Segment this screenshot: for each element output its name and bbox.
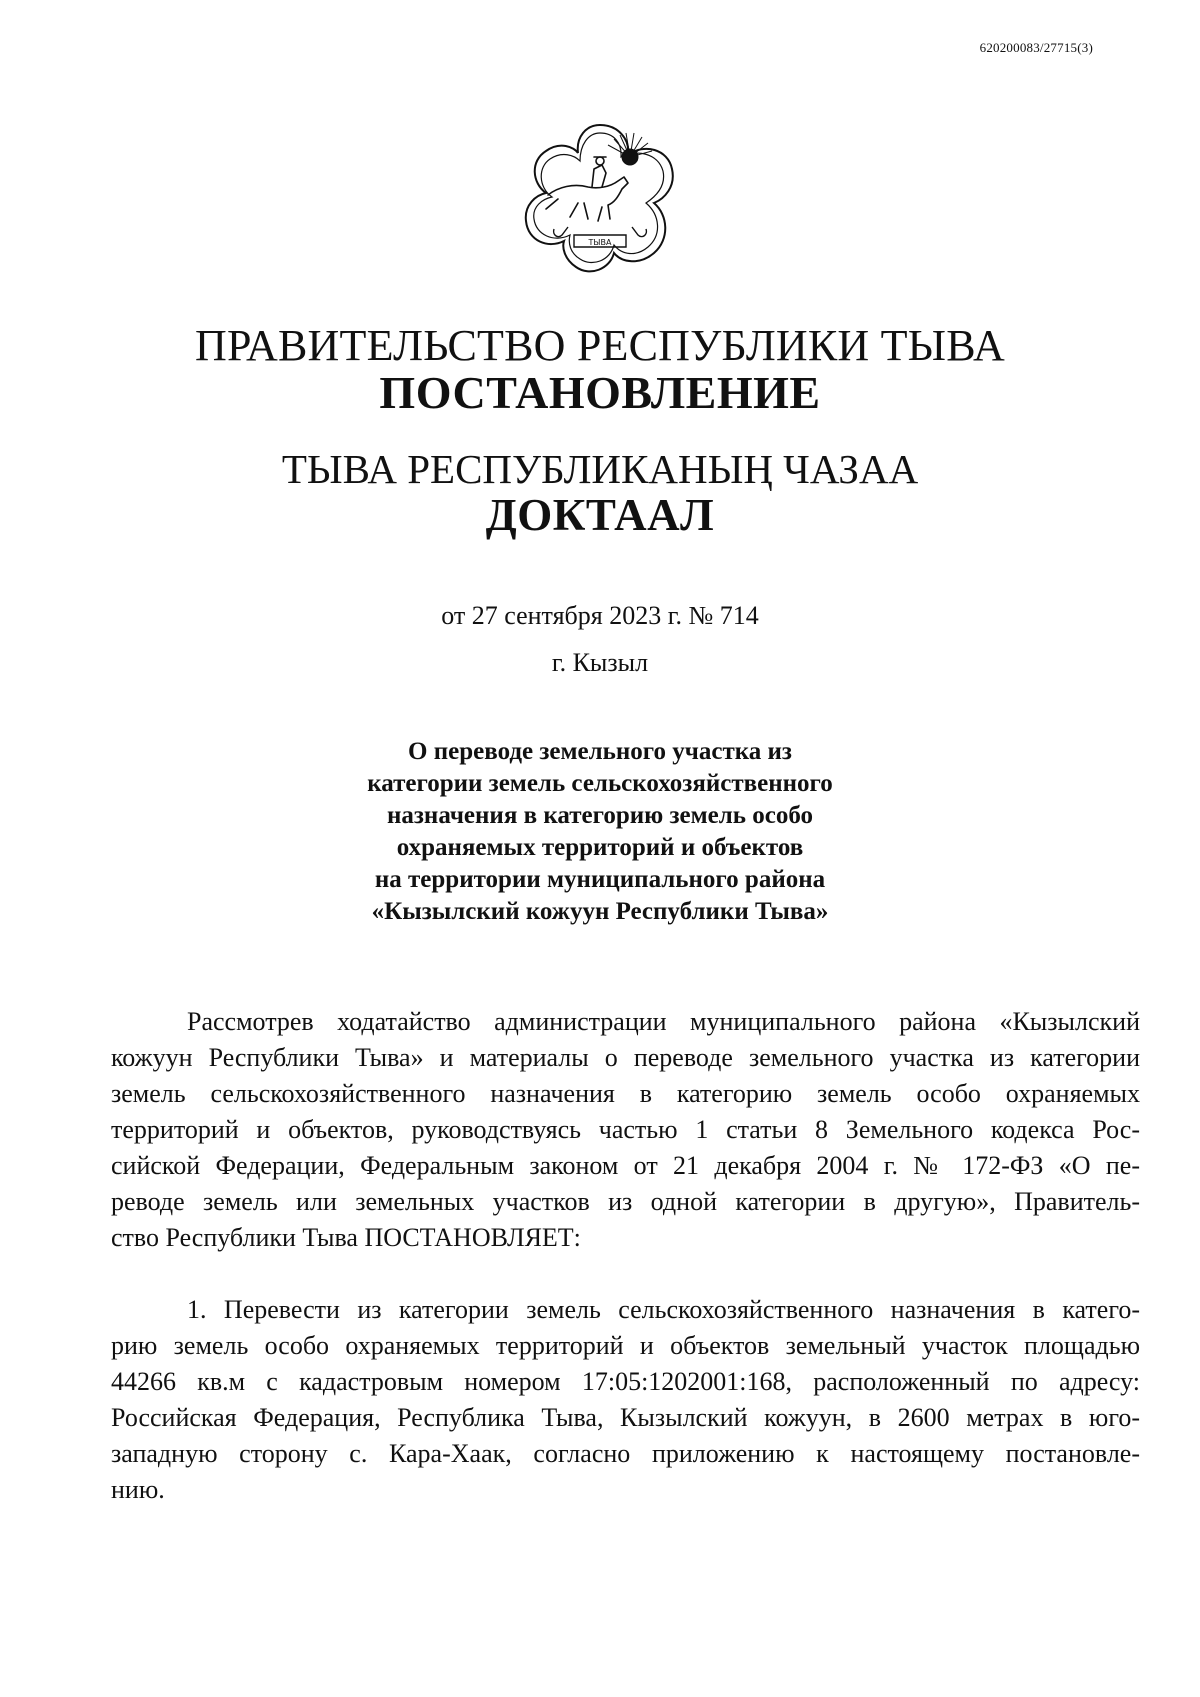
paragraph-line: западную сторону с. Кара-Хаак, согласно приложению к настоящему постановле- [111, 1439, 1140, 1468]
government-title-tv: ТЫВА РЕСПУБЛИКАНЫҢ ЧАЗАА [281, 446, 919, 492]
decree-label-tv: ДОКТААЛ [485, 490, 715, 540]
tuva-coat-of-arms-icon [518, 117, 682, 281]
paragraph-line: 1. Перевести из категории земель сельскохозяйственного назначения в катего- [187, 1295, 1140, 1324]
paragraph-line: 44266 кв.м с кадастровым номером 17:05:1202001:168, расположенный по адресу: [111, 1367, 1140, 1396]
city: г. Кызыл [551, 648, 649, 677]
preamble-paragraph [111, 1004, 1140, 1256]
paragraph-line: территорий и объектов, руководствуясь частью 1 статьи 8 Земельного кодекса Рос- [111, 1115, 1140, 1144]
paragraph-line: кожуун Республики Тыва» и материалы о переводе земельного участка из категории [111, 1043, 1140, 1072]
paragraph-line: рию земель особо охраняемых территорий и объектов земельный участок площадью [111, 1331, 1140, 1360]
decree-title [0, 736, 1200, 928]
title-line: О переводе земельного участка из [408, 738, 792, 765]
decree-label-ru: ПОСТАНОВЛЕНИЕ [379, 367, 821, 418]
title-line: на территории муниципального района [374, 866, 826, 893]
paragraph-line: нию. [111, 1475, 165, 1504]
date-and-number: от 27 сентября 2023 г. № 714 [441, 601, 759, 630]
title-line: охраняемых территорий и объектов [396, 834, 804, 861]
government-title-ru: ПРАВИТЕЛЬСТВО РЕСПУБЛИКИ ТЫВА [195, 321, 1005, 370]
paragraph-line: земель сельскохозяйственного назначения в категорию земель особо охраняемых [111, 1079, 1140, 1108]
paragraph-line: ство Республики Тыва ПОСТАНОВЛЯЕТ: [111, 1223, 581, 1252]
document-id: 620200083/27715(3) [979, 40, 1093, 55]
paragraph-line: Рассмотрев ходатайство администрации муниципального района «Кызылский [187, 1007, 1140, 1036]
title-line: категории земель сельскохозяйственного [367, 770, 833, 797]
title-line: «Кызылский кожуун Республики Тыва» [371, 898, 829, 925]
paragraph-line: реводе земель или земельных участков из одной категории в другую», Правитель- [111, 1187, 1140, 1216]
title-line: назначения в категорию земель особо [386, 802, 814, 829]
emblem-ribbon-text: ТЫВА [588, 238, 612, 247]
paragraph-line: сийской Федерации, Федеральным законом от 21 декабря 2004 г. № 172-ФЗ «О пе- [111, 1151, 1140, 1180]
clause-1-paragraph [111, 1292, 1140, 1508]
paragraph-line: Российская Федерация, Республика Тыва, Кызылский кожуун, в 2600 метрах в юго- [111, 1403, 1140, 1432]
